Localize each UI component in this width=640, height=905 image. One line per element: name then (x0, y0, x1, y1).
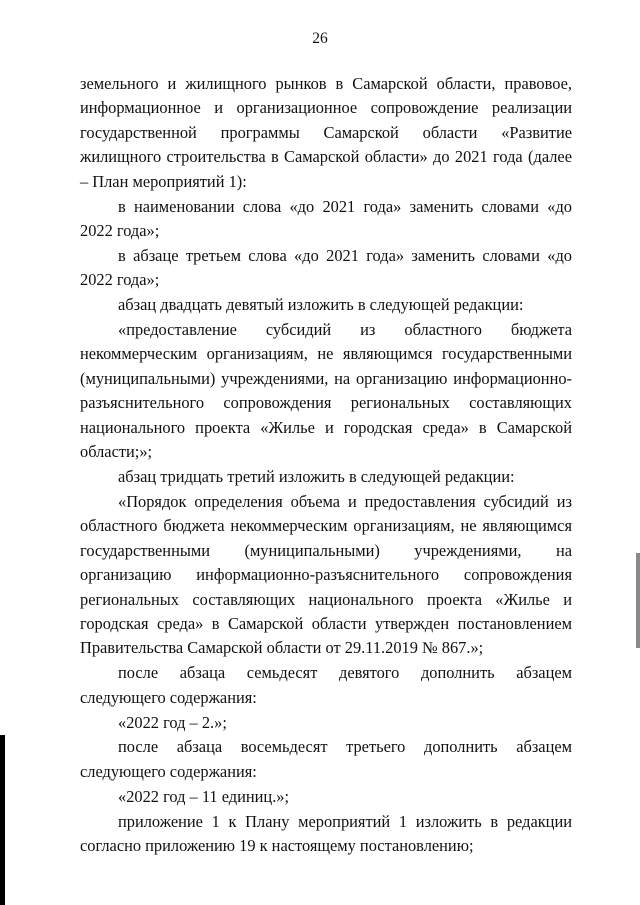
paragraph-29-new-text: «предоставление субсидий из областного бюджета некоммерческим организациям, не являющимся государственными (муниципальными) учреждениями, на организацию информационно-разъяснительного сопровождения региональных составляющих национального проекта «Жилье и городская среда» в Самарской области;»; (80, 320, 572, 462)
paragraph-83-instruction: после абзаца восемьдесят третьего дополнить абзацем следующего содержания: (80, 737, 572, 781)
scan-edge-mark-left (0, 735, 5, 905)
paragraph-83-new-text: «2022 год – 11 единиц.»; (118, 786, 290, 806)
document-body (80, 72, 572, 859)
paragraph-79-instruction: после абзаца семьдесят девятого дополнить абзацем следующего содержания: (80, 663, 572, 707)
paragraph-appendix-instruction: приложение 1 к Плану мероприятий 1 изложить в редакции согласно приложению 19 к настоящему постановлению; (80, 811, 572, 856)
paragraph-third-amendment: в абзаце третьем слова «до 2021 года» заменить словами «до 2022 года»; (80, 245, 572, 290)
paragraph-title-amendment: в наименовании слова «до 2021 года» заменить словами «до 2022 года»; (80, 196, 572, 240)
paragraph-33-new-text: «Порядок определения объема и предоставления субсидий из областного бюджета некоммерческим организациям, не являющимся государственными (муниципальными) учреждениями, на организацию информационно-разъяснительного сопровождения региональных составляющих национального проекта «Жилье и городская среда» в Самарской области утвержден постановлением Правительства Самарской области от 29.11.2019 № 867.»; (80, 491, 572, 658)
scan-edge-mark-right (636, 553, 640, 648)
paragraph-33-instruction: абзац тридцать третий изложить в следующей редакции: (118, 467, 515, 486)
page-number: 26 (312, 30, 328, 47)
paragraph-29-instruction: абзац двадцать девятый изложить в следующей редакции: (118, 295, 524, 315)
paragraph-continuation: земельного и жилищного рынков в Самарской области, правовое, информационное и организационное сопровождение реализации государственной программы Самарской области «Развитие жилищного строительства в Самарской области» до 2021 года (далее – План мероприятий 1): (80, 74, 572, 191)
paragraph-79-new-text: «2022 год – 2.»; (118, 712, 227, 732)
